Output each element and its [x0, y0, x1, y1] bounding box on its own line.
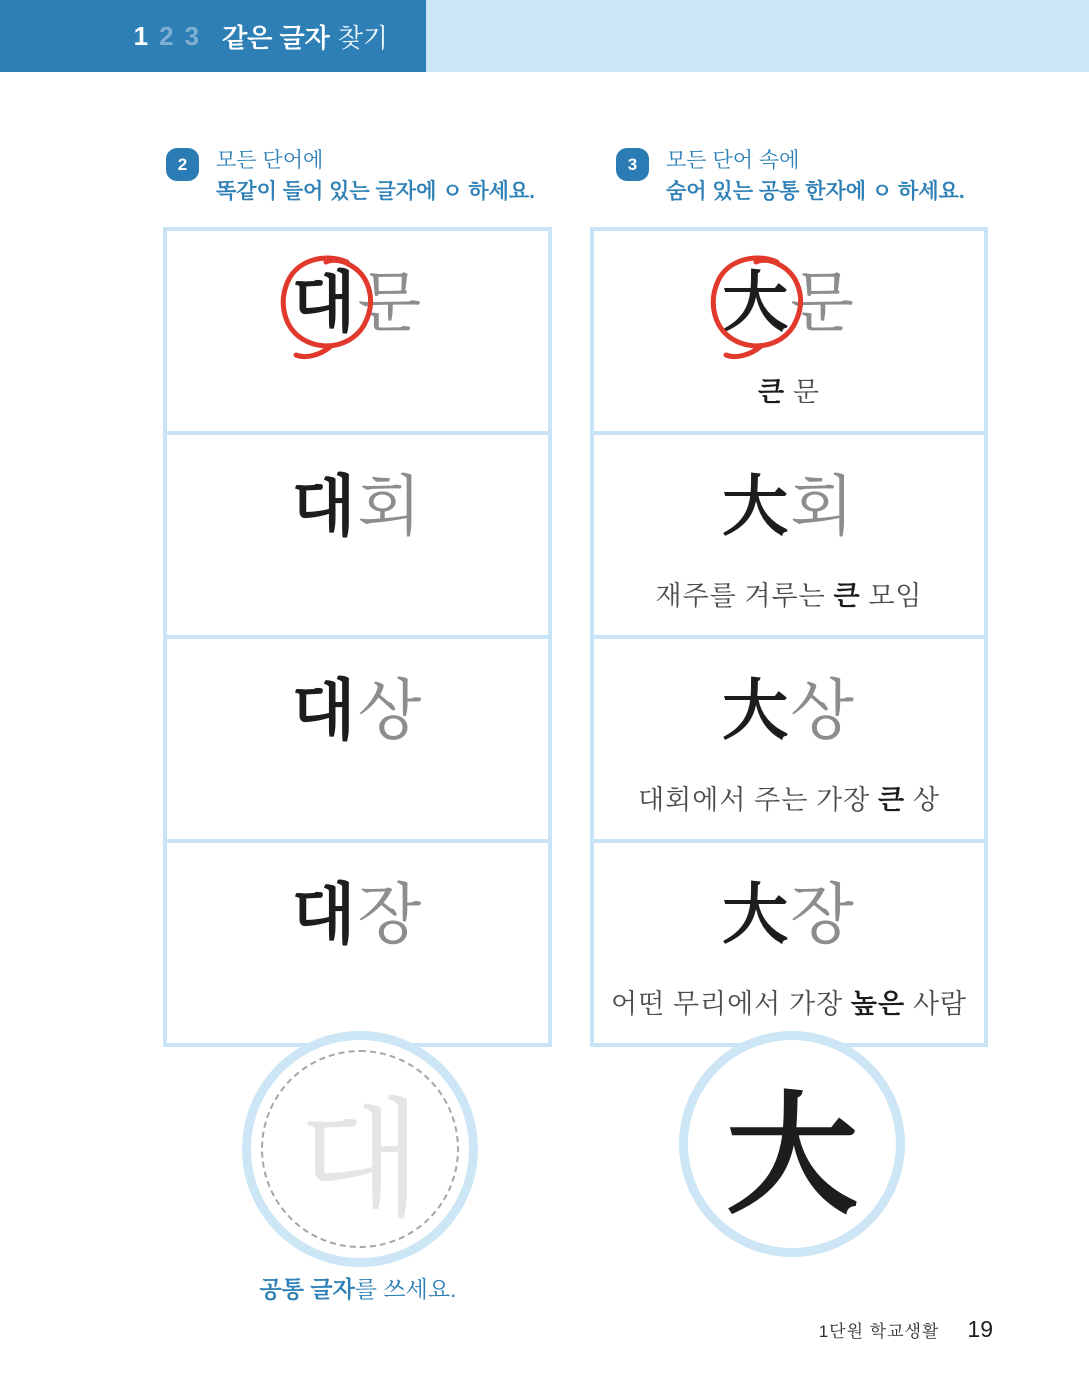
common-char-circled: [292, 261, 358, 344]
instruction-right: [616, 146, 965, 208]
second-char: 상: [357, 673, 424, 747]
header-bar: [0, 0, 426, 72]
instruction-right-line1: 모든 단어 속에: [666, 149, 800, 172]
second-char: 장: [790, 877, 856, 951]
word-card-daesang: [163, 635, 552, 843]
answer-hanja-character: 大: [726, 1082, 858, 1229]
common-char: 대: [291, 265, 358, 339]
hanja-char: 大: [722, 265, 791, 339]
chapter-label: 1단원 학교생활: [818, 1322, 940, 1341]
word: [594, 465, 984, 548]
word-card-daehoe: [163, 431, 552, 639]
second-char: 회: [357, 469, 424, 543]
second-char: 문: [790, 265, 856, 339]
common-char: 대: [291, 673, 358, 747]
word: [167, 669, 548, 752]
word-meaning: 재주를 겨루는 큰 모임: [655, 581, 923, 611]
word: [594, 669, 984, 752]
instruction-right-line2: 숨어 있는 공통 한자에 ㅇ 하세요.: [666, 179, 965, 203]
second-char: 장: [357, 877, 424, 951]
hanja-char-circled: [722, 261, 790, 344]
page-title-rest: 찾기: [337, 22, 388, 53]
header-accent-strip: [426, 0, 1089, 72]
badge-number-2: 2: [166, 148, 199, 181]
header-step-3: 3: [184, 20, 200, 51]
word-card-daejang: [163, 839, 552, 1047]
header-step-1: 1: [133, 20, 149, 51]
page-title-bold: 같은 글자: [222, 22, 330, 53]
word-column-hanja: [590, 227, 988, 1047]
answer-hanja-circle: [679, 1031, 905, 1257]
second-char: 회: [790, 469, 856, 543]
word: [167, 465, 548, 548]
instruction-left-line2: 똑같이 들어 있는 글자에 ㅇ 하세요.: [216, 179, 536, 203]
instruction-left: [166, 146, 535, 208]
badge-number-3: 3: [616, 148, 649, 181]
trace-character: 대: [298, 1089, 422, 1232]
hanja-card-daesang: [590, 635, 988, 843]
hanja-card-daehoe: [590, 431, 988, 639]
word-card-daemun: [163, 227, 552, 435]
word-meaning: 큰 문: [758, 377, 820, 407]
instruction-left-line1: 모든 단어에: [216, 149, 324, 172]
common-char: 대: [291, 877, 358, 951]
word: [167, 261, 548, 344]
hanja-card-daejang: [590, 839, 988, 1047]
second-char: 상: [790, 673, 856, 747]
hanja-char: 大: [722, 877, 791, 951]
hanja-card-daemun: [590, 227, 988, 435]
word: [167, 873, 548, 956]
word-meaning: 대회에서 주는 가장 큰 상: [638, 785, 940, 815]
word: [594, 873, 984, 956]
hanja-char: 大: [722, 469, 791, 543]
page-footer: [819, 1316, 993, 1343]
second-char: 문: [357, 265, 424, 339]
word: [594, 261, 984, 344]
page-number: 19: [967, 1316, 993, 1342]
word-column-hangul: [163, 227, 552, 1047]
header-step-2: 2: [159, 20, 174, 51]
word-meaning: 어떤 무리에서 가장 높은 사람: [611, 989, 967, 1019]
answer-write-circle[interactable]: [242, 1031, 478, 1267]
hanja-char: 大: [722, 673, 791, 747]
write-caption: 공통 글자를 쓰세요.: [259, 1276, 457, 1302]
common-char: 대: [291, 469, 358, 543]
